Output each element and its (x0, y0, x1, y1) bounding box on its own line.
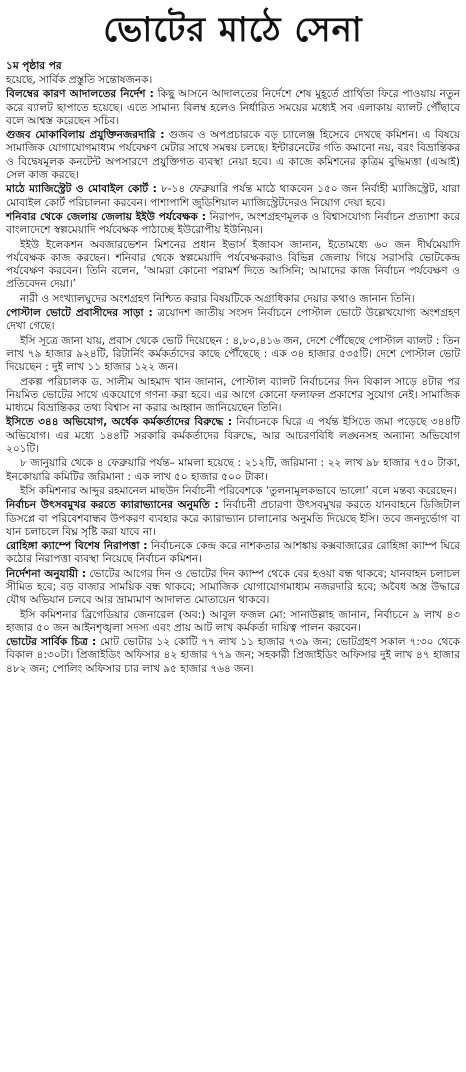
subheading: বিলম্বের কারণ আদালতের নির্দেশ : (6, 88, 154, 101)
article-paragraph (6, 499, 460, 539)
article-paragraph (6, 416, 460, 456)
paragraph-text: নির্বাচনকে ঘিরে এ পর্যন্ত ইসিতে জমা পড়েছে ৩৪৪টি অভিযোগ। এর মধ্যে ১৪৪টি সরকারি কর্মকর্তাদের বিরুদ্ধে, আর আচরণবিধি লঙ্ঘনসহ অন্যান্য অভিযোগ ২০১টি। (6, 416, 460, 456)
subheading: নির্বাচন উৎসবমুখর করতে ক্যারাভ্যানের অনুমতি : (6, 499, 219, 512)
article-paragraph (6, 307, 460, 334)
article-paragraph (6, 239, 460, 292)
subheading: গুজব মোকাবিলায় প্রযুক্তিনজরদারি : (6, 129, 165, 142)
paragraph-text: গুজব ও অপপ্রচারকে বড় চ্যালেঞ্জ হিসেবে দেখছে কমিশন। এ বিষয়ে সামাজিক যোগাযোগমাধ্যম পর্যবেক্ষণ মেটার সাথে সমন্বয় চলছে। ইন্টারনেটের গতি কমানো নয়, বরং বিভ্রান্তিকর ও বিদ্বেষমূলক কনটেন্ট অপসারণে প্রযুক্তিগত ব্যবস্থা নেয়া হবে। এ কাজে কমিশনের কৃত্রিম বুদ্ধিমত্তা (এআই) সেল কাজ করছে। (6, 129, 461, 182)
article-body (6, 74, 460, 676)
headline: ভোটের মাঠে সেনা (103, 10, 363, 50)
subheading: নির্দেশনা অনুযায়ী : (6, 567, 86, 580)
subheading: ভোটের সার্বিক চিত্র : (6, 636, 97, 649)
paragraph-text: কিছু আসনে আদালতের নির্দেশে শেষ মুহূর্তে প্রার্থিতা ফিরে পাওয়ায় নতুন করে ব্যালট ছাপাতে হয়েছে। এতে সামান্য বিলম্ব হলেও নির্ধারিত সময়ের মধ্যেই সব এলাকায় ব্যালট পৌঁছাবে বলে আশ্বস্ত করেছেন সচিব। (6, 88, 461, 127)
article-paragraph (6, 568, 460, 608)
paragraph-text: নিরাপদ, অংশগ্রহণমূলক ও বিশ্বাসযোগ্য নির্বাচন প্রত্যাশা করে বাংলাদেশে স্বল্পমেয়াদি পর্যবেক্ষক পাঠাচ্ছে ইউরোপীয় ইউনিয়ন। (6, 210, 461, 237)
paragraph-text: ইইউ ইলেকশন অবজারভেশন মিশনের প্রধান ইভার্স ইজাবস জানান, ইতোমধ্যে ৬০ জন দীর্ঘমেয়াদি পর্যবেক্ষক কাজ করছেন। শনিবার থেকে স্বল্পমেয়াদি পর্যবেক্ষকরাও বিভিন্ন জেলায় গিয়ে সরাসরি ভোটকেন্দ্র পর্যবেক্ষণ করবেন। তিনি বলেন, ‘আমরা কোনো পরামর্শ দিতে আসিনি; আমাদের কাজ নির্বাচন পর্যবেক্ষণ ও প্রতিবেদন দেয়া।’ (6, 238, 460, 291)
paragraph-text: ৮-১৪ ফেব্রুয়ারি পর্যন্ত মাঠে থাকবেন ১৫০ জন নির্বাহী ম্যাজিস্ট্রেট, যারা মোবাইল কোর্ট পরিচালনা করবেন। পাশাপাশি জুডিশিয়াল ম্যাজিস্ট্রেটদেরও নিয়োগ দেয়া হবে। (6, 183, 460, 209)
article-paragraph (6, 457, 460, 484)
paragraph-text: ইসি সূত্রে জানা যায়, প্রবাস থেকে ভোট দিয়েছেন : ৪,৮০,৪১৬ জন, দেশে পৌঁছেছে পোস্টাল ব্যালট : তিন লাখ ৭৯ হাজার ৯২৪টি, রিটার্নিং কর্মকর্তাদের কাছে পৌঁছেছে : এক ৩৪ হাজার ৫৩৫টি। দেশে পোস্টাল ভোট দিয়েছেন : দুই লাখ ১১ হাজার ১২২ জন। (6, 334, 460, 374)
article-paragraph (6, 211, 460, 238)
paragraph-text: নারী ও সংখ্যালঘুদের অংশগ্রহণ নিশ্চিত করার বিষয়টিকে অগ্রাধিকার দেয়ার কথাও জানান তিনি। (20, 292, 415, 305)
subheading: শনিবার থেকে জেলায় জেলায় ইইউ পর্যবেক্ষক : (6, 210, 206, 223)
paragraph-text: প্রকল্প পরিচালক ড. সালীম আহমাদ খান জানান, পোস্টাল ব্যালট নির্বাচনের দিন বিকাল সাড়ে ৪টার পর নিয়মিত ভোটের সাথে একযোগে গণনা করা হবে। এর আগে কোনো ফলাফল প্রকাশের সুযোগ নেই। সামাজিক মাধ্যমে বিভ্রান্তিকর তথ্য বিশ্বাস না করার আহ্বান জানিয়েছেন তিনি। (6, 375, 460, 415)
article-paragraph (6, 376, 460, 416)
subheading: মাঠে ম্যাজিস্ট্রেট ও মোবাইল কোর্ট : (6, 183, 157, 196)
paragraph-text: ইসি কমিশনার আব্দুর রহমানেল মাছউদ নির্বাচনী পরিবেশকে ‘তুলনামূলকভাবে ভালো’ বলে মন্তব্য করেছেন। (20, 484, 457, 497)
article-paragraph (6, 74, 460, 87)
paragraph-text: মোট ভোটার ১২ কোটি ৭৭ লাখ ১১ হাজার ৭৩৯ জন; ভোটগ্রহণ সকাল ৭:৩০ থেকে বিকাল ৪:৩০টা। প্রিজাইডিং অফিসার ৪২ হাজার ৭৭৯ জন; সহকারী প্রিজাইডিং অফিসার দুই লাখ ৪৭ হাজার ৪৮২ জন; পোলিং অফিসার চার লাখ ৯৫ হাজার ৭৬৪ জন। (6, 636, 460, 675)
paragraph-text: ত্রয়োদশ জাতীয় সংসদ নির্বাচনে পোস্টাল ভোটে উল্লেখযোগ্য অংশগ্রহণ দেখা গেছে। (6, 307, 460, 333)
continuation-note: ১ম পৃষ্ঠার পর (6, 60, 62, 72)
paragraph-text: ইসি কমিশনার ব্রিগেডিয়ার জেনারেল (অব:) আবুল ফজল মো: সানাউল্লাহ জানান, নির্বাচনে ৯ লাখ ৪৩ হাজার ৫০ জন আইনশৃঙ্খলা সদস্য এবং প্রায় আট লাখ কর্মকর্তা দায়িত্ব পালন করবেন। (6, 608, 460, 634)
paragraph-text: ভোটের আগের দিন ও ভোটের দিন ক্যাম্প থেকে বের হওয়া বন্ধ থাকবে; যানবাহন চলাচল সীমিত হবে; বড় বাজার সাময়িক বন্ধ থাকবে; সামাজিক যোগাযোগমাধ্যম নজরদারি হবে; অবৈধ অস্ত্র উদ্ধারে যৌথ অভিযান চলবে আর ভ্রাম্যমাণ আদালত মোতায়েন থাকবে। (6, 567, 460, 607)
subheading: পোস্টাল ভোটে প্রবাসীদের সাড়া : (6, 307, 153, 320)
article-paragraph (6, 540, 460, 567)
subheading: রোহিঙ্গা ক্যাম্পে বিশেষ নিরাপত্তা : (6, 540, 148, 553)
paragraph-text: হয়েছে, সার্বিক প্রস্তুতি সন্তোষজনক। (6, 74, 153, 86)
article-paragraph (6, 293, 460, 306)
subheading: ইসিতে ৩৪৪ অভিযোগ, অর্ধেক কর্মকর্তাদের বিরুদ্ধে : (6, 416, 233, 429)
article-paragraph (6, 609, 460, 636)
paragraph-text: নির্বাচনকে কেন্দ্র করে নাশকতার আশঙ্কায় কক্সবাজারের রোহিঙ্গা ক্যাম্প ঘিরে কঠোর নিরাপত্তা ব্যবস্থা নিয়েছে নির্বাচন কমিশন। (6, 540, 461, 566)
paragraph-text: নির্বাচনী প্রচারণা উৎসবমুখর করতে যানবাহনে ডিজিটাল ডিসপ্লে বা পরিবেশবান্ধব উপকরণ ব্যবহার করে ক্যারাভ্যান চালানোর অনুমতি দিয়েছে ইসি। তবে জনদুর্ভোগ বা যান চলাচলে বিঘ্ন সৃষ্টি করা যাবে না। (6, 499, 460, 538)
article-paragraph (6, 183, 460, 210)
paragraph-text: ৮ জানুয়ারি থেকে ৪ ফেব্রুয়ারি পর্যন্ত– মামলা হয়েছে : ২১২টি, জরিমানা : ২২ লাখ ৯৮ হাজার ৭৫০ টাকা, ইনকোয়ারি কমিটির জরিমানা : এক লাখ ৫০ হাজার ৫০০ টাকা। (6, 457, 460, 483)
article-paragraph (6, 636, 460, 676)
article-paragraph (6, 88, 460, 128)
article-paragraph (6, 129, 460, 182)
article-paragraph (6, 335, 460, 375)
article-paragraph (6, 485, 460, 498)
